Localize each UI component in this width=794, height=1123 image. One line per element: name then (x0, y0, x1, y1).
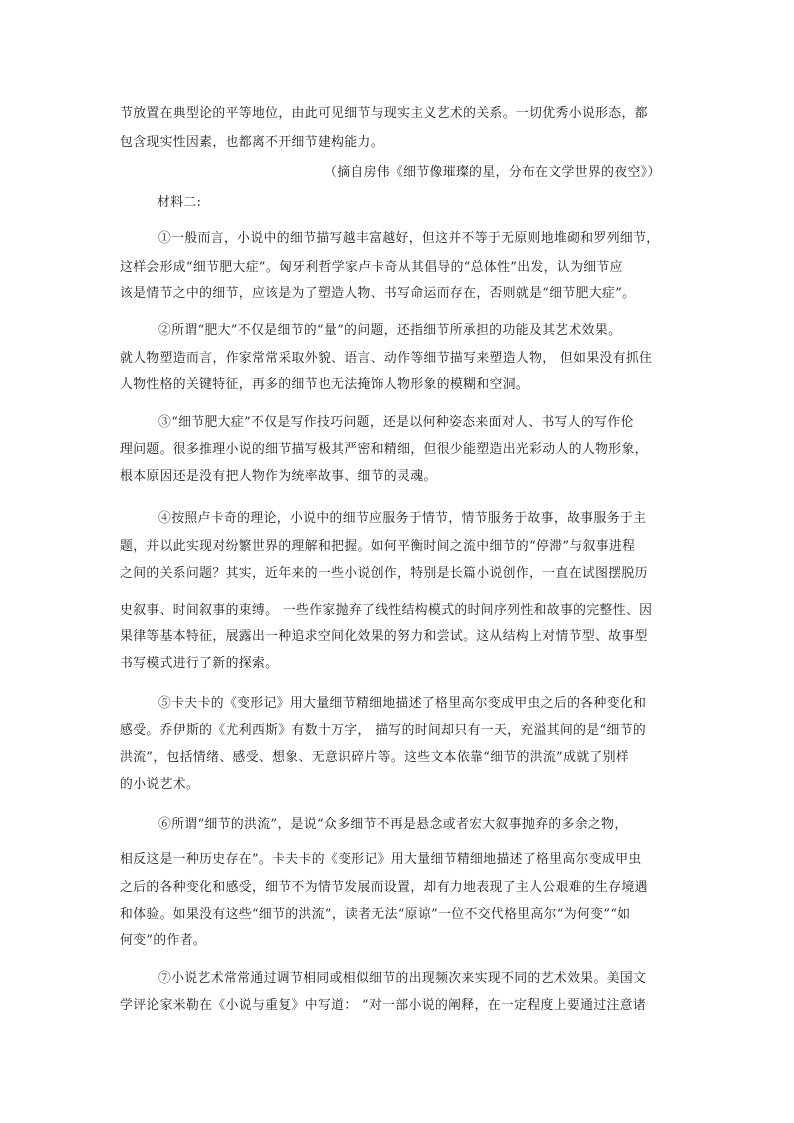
text-line: 和体验。如果没有这些“细节的洪流”，读者无法“原谅”一位不交代格里高尔“为何变”“如 (120, 907, 631, 922)
text-line: ⑥所谓“细节的洪流”，是说“众多细节不再是悬念或者宏大叙事抛弃的多余之物， (158, 817, 628, 832)
text-line: 史叙事、时间叙事的束缚。 一些作家抛弃了线性结构模式的时间序列性和故事的完整性、因 (120, 603, 653, 618)
text-line: 该是情节之中的细节，应该是为了塑造人物、书写命运而存在，否则就是“细节肥大症”。 (120, 286, 636, 301)
text-line: 学评论家米勒在《小说与重复》中写道： “对一部小说的阐释，在一定程度上要通过注意诸 (120, 998, 647, 1013)
citation: （摘自房伟《细节像璀璨的星，分布在文学世界的夜空》） (324, 165, 661, 180)
text-line: 之间的关系问题？其实，近年来的一些小说创作，特别是长篇小说创作，一直在试图摆脱历 (120, 566, 648, 581)
text-line: 理问题。很多推理小说的细节描写极其严密和精细，但很少能塑造出光彩动人的人物形象， (120, 442, 648, 457)
text-line: 节放置在典型论的平等地位，由此可见细节与现实主义艺术的关系。一切优秀小说形态，都 (120, 106, 648, 121)
text-line: 人物性格的关键特征，再多的细节也无法掩饰人物形象的模糊和空洞。 (120, 377, 530, 392)
text-line: 果律等基本特征，展露出一种追求空间化效果的努力和尝试。这从结构上对情节型、故事型 (120, 629, 648, 644)
text-line: ②所谓“肥大”不仅是细节的“量”的问题，还指细节所承担的功能及其艺术效果。 (158, 323, 622, 338)
text-line: 就人物塑造而言，作家常常采取外貌、语言、动作等细节描写来塑造人物， 但如果没有抓住 (120, 351, 653, 366)
text-line: ⑦小说艺术常常通过调节相同或相似细节的出现频次来实现不同的艺术效果。美国文 (158, 971, 647, 986)
text-line: 包含现实性因素，也都离不开细节建构能力。 (120, 135, 384, 150)
text-line: ①一般而言，小说中的细节描写越丰富越好，但这并不等于无原则地堆砌和罗列细节， (158, 231, 660, 246)
text-line: 相反这是一种历史存在”。卡夫卡的《变形记》用大量细节精细地描述了格里高尔变成甲虫 (120, 852, 642, 867)
text-line: ⑤卡夫卡的《变形记》用大量细节精细地描述了格里高尔变成甲虫之后的各种变化和 (158, 696, 647, 711)
text-line: 根本原因还是没有把人物作为统率故事、细节的灵魂。 (120, 469, 437, 484)
section-heading: 材料二: (157, 195, 202, 210)
text-line: ④按照卢卡奇的理论，小说中的细节应服务于情节，情节服务于故事，故事服务于主 (158, 511, 647, 526)
text-line: 洪流”，包括情绪、感受、想象、无意识碎片等。这些文本依靠“细节的洪流”成就了别样 (120, 750, 630, 765)
text-line: ③“细节肥大症”不仅是写作技巧问题，还是以何种姿态来面对人、书写人的写作伦 (158, 415, 634, 430)
text-line: 书写模式进行了新的探索。 (120, 656, 279, 671)
text-line: 何变”的作者。 (120, 933, 207, 948)
text-line: 的小说艺术。 (120, 777, 200, 792)
text-line: 之后的各种变化和感受，细节不为情节发展而设置，却有力地表现了主人公艰难的生存境遇 (120, 880, 648, 895)
text-line: 这样会形成“细节肥大症”。匈牙利哲学家卢卡奇从其倡导的“总体性”出发，认为细节应 (120, 260, 623, 275)
text-line: 感受。乔伊斯的《尤利西斯》有数十万字， 描写的时间却只有一天，充溢其间的是“细节的 (120, 723, 647, 738)
text-line: 题，并以此实现对纷繁世界的理解和把握。如何平衡时间之流中细节的“停滞”与叙事进程 (120, 539, 636, 554)
